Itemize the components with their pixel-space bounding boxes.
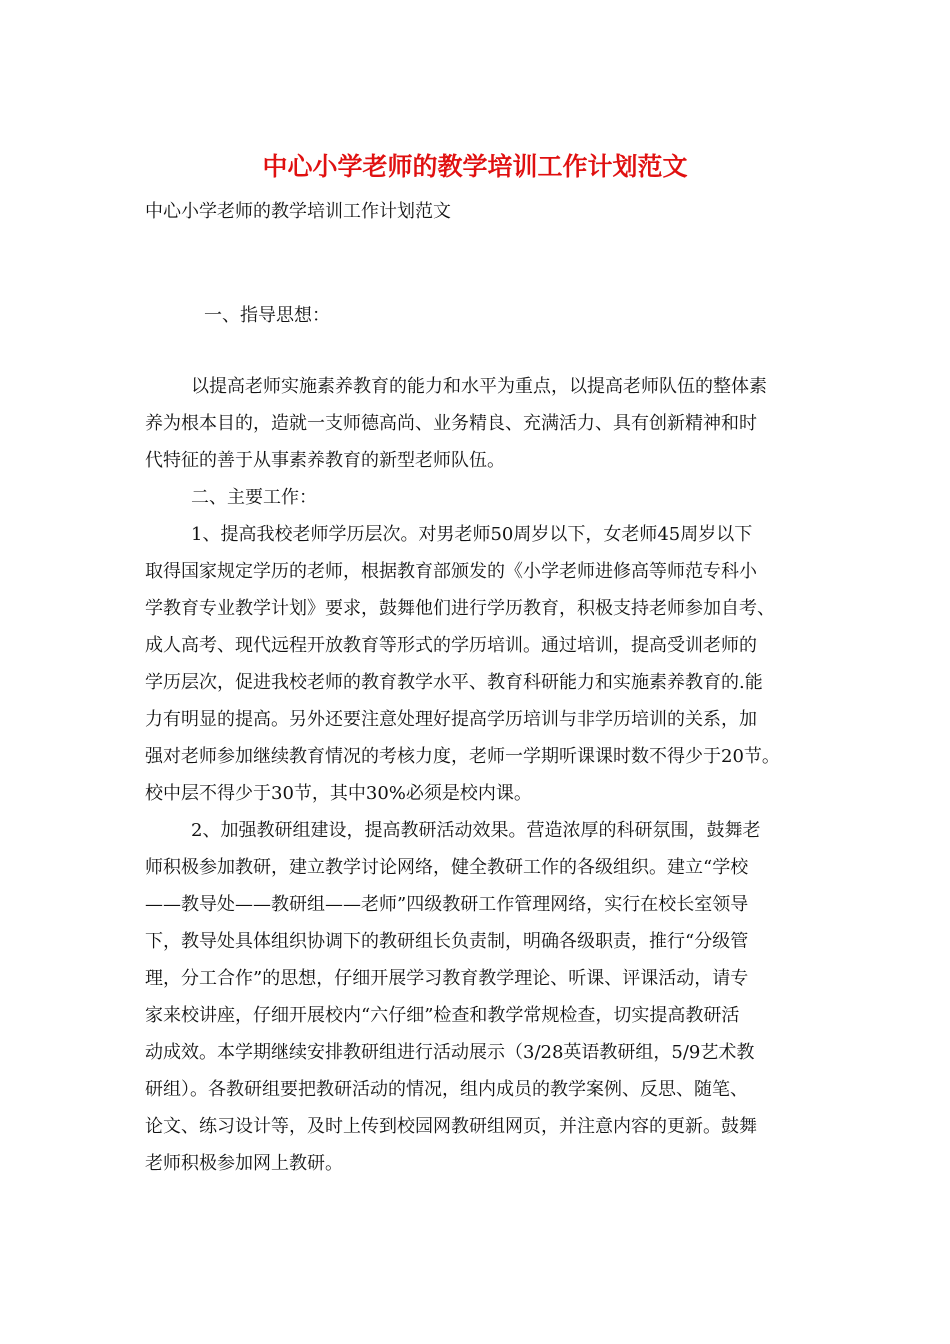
paragraph-line: 力有明显的提高。另外还要注意处理好提高学历培训与非学历培训的关系，加	[145, 709, 757, 730]
paragraph-line: 取得国家规定学历的老师，根据教育部颁发的《小学老师进修高等师范专科小	[145, 561, 757, 582]
paragraph-line: ——教导处——教研组——老师”四级教研工作管理网络，实行在校长室领导	[145, 894, 749, 915]
section-heading-guiding-ideas: 一、指导思想：	[204, 305, 330, 326]
paragraph-line: 校中层不得少于30节，其中30%必须是校内课。	[145, 783, 532, 804]
paragraph-research-groups	[145, 812, 820, 1182]
paragraph-line: 以提高老师实施素养教育的能力和水平为重点，以提高老师队伍的整体素	[191, 376, 767, 397]
paragraph-line: 学教育专业教学计划》要求，鼓舞他们进行学历教育，积极支持老师参加自考、	[145, 598, 775, 619]
paragraph-line: 代特征的善于从事素养教育的新型老师队伍。	[145, 450, 505, 471]
paragraph-line: 论文、练习设计等，及时上传到校园网教研组网页，并注意内容的更新。鼓舞	[145, 1116, 757, 1137]
paragraph-line: 理，分工合作”的思想，仔细开展学习教育教学理论、听课、评课活动，请专	[145, 968, 749, 989]
section-heading-text: 二、主要工作：	[191, 487, 317, 508]
paragraph-line: 学历层次，促进我校老师的教育教学水平、教育科研能力和实施素养教育的.能	[145, 672, 763, 693]
paragraph-line: 家来校讲座，仔细开展校内“六仔细”检查和教学常规检查，切实提高教研活	[145, 1005, 740, 1026]
paragraph-line: 1、提高我校老师学历层次。对男老师50周岁以下，女老师45周岁以下	[191, 524, 753, 545]
section-heading-main-work	[145, 479, 820, 516]
paragraph-line: 强对老师参加继续教育情况的考核力度，老师一学期听课课时数不得少于20节。	[145, 746, 780, 767]
paragraph-guiding-ideas	[145, 368, 820, 479]
paragraph-line: 师积极参加教研，建立教学讨论网络，健全教研工作的各级组织。建立“学校	[145, 857, 749, 878]
paragraph-line: 养为根本目的，造就一支师德高尚、业务精良、充满活力、具有创新精神和时	[145, 413, 757, 434]
paragraph-line: 研组）。各教研组要把教研活动的情况，组内成员的教学案例、反思、随笔、	[145, 1079, 748, 1100]
paragraph-line: 下，教导处具体组织协调下的教研组长负责制，明确各级职责，推行“分级管	[145, 931, 749, 952]
document-title: 中心小学老师的教学培训工作计划范文	[262, 152, 688, 181]
document-body	[145, 368, 820, 1182]
paragraph-education-level	[145, 516, 820, 812]
paragraph-line: 2、加强教研组建设，提高教研活动效果。营造浓厚的科研氛围，鼓舞老	[191, 820, 761, 841]
paragraph-line: 动成效。本学期继续安排教研组进行活动展示（3/28英语教研组，5/9艺术教	[145, 1042, 755, 1063]
paragraph-line: 老师积极参加网上教研。	[145, 1153, 343, 1174]
document-subtitle: 中心小学老师的教学培训工作计划范文	[145, 201, 451, 222]
paragraph-line: 成人高考、现代远程开放教育等形式的学历培训。通过培训，提高受训老师的	[145, 635, 757, 656]
